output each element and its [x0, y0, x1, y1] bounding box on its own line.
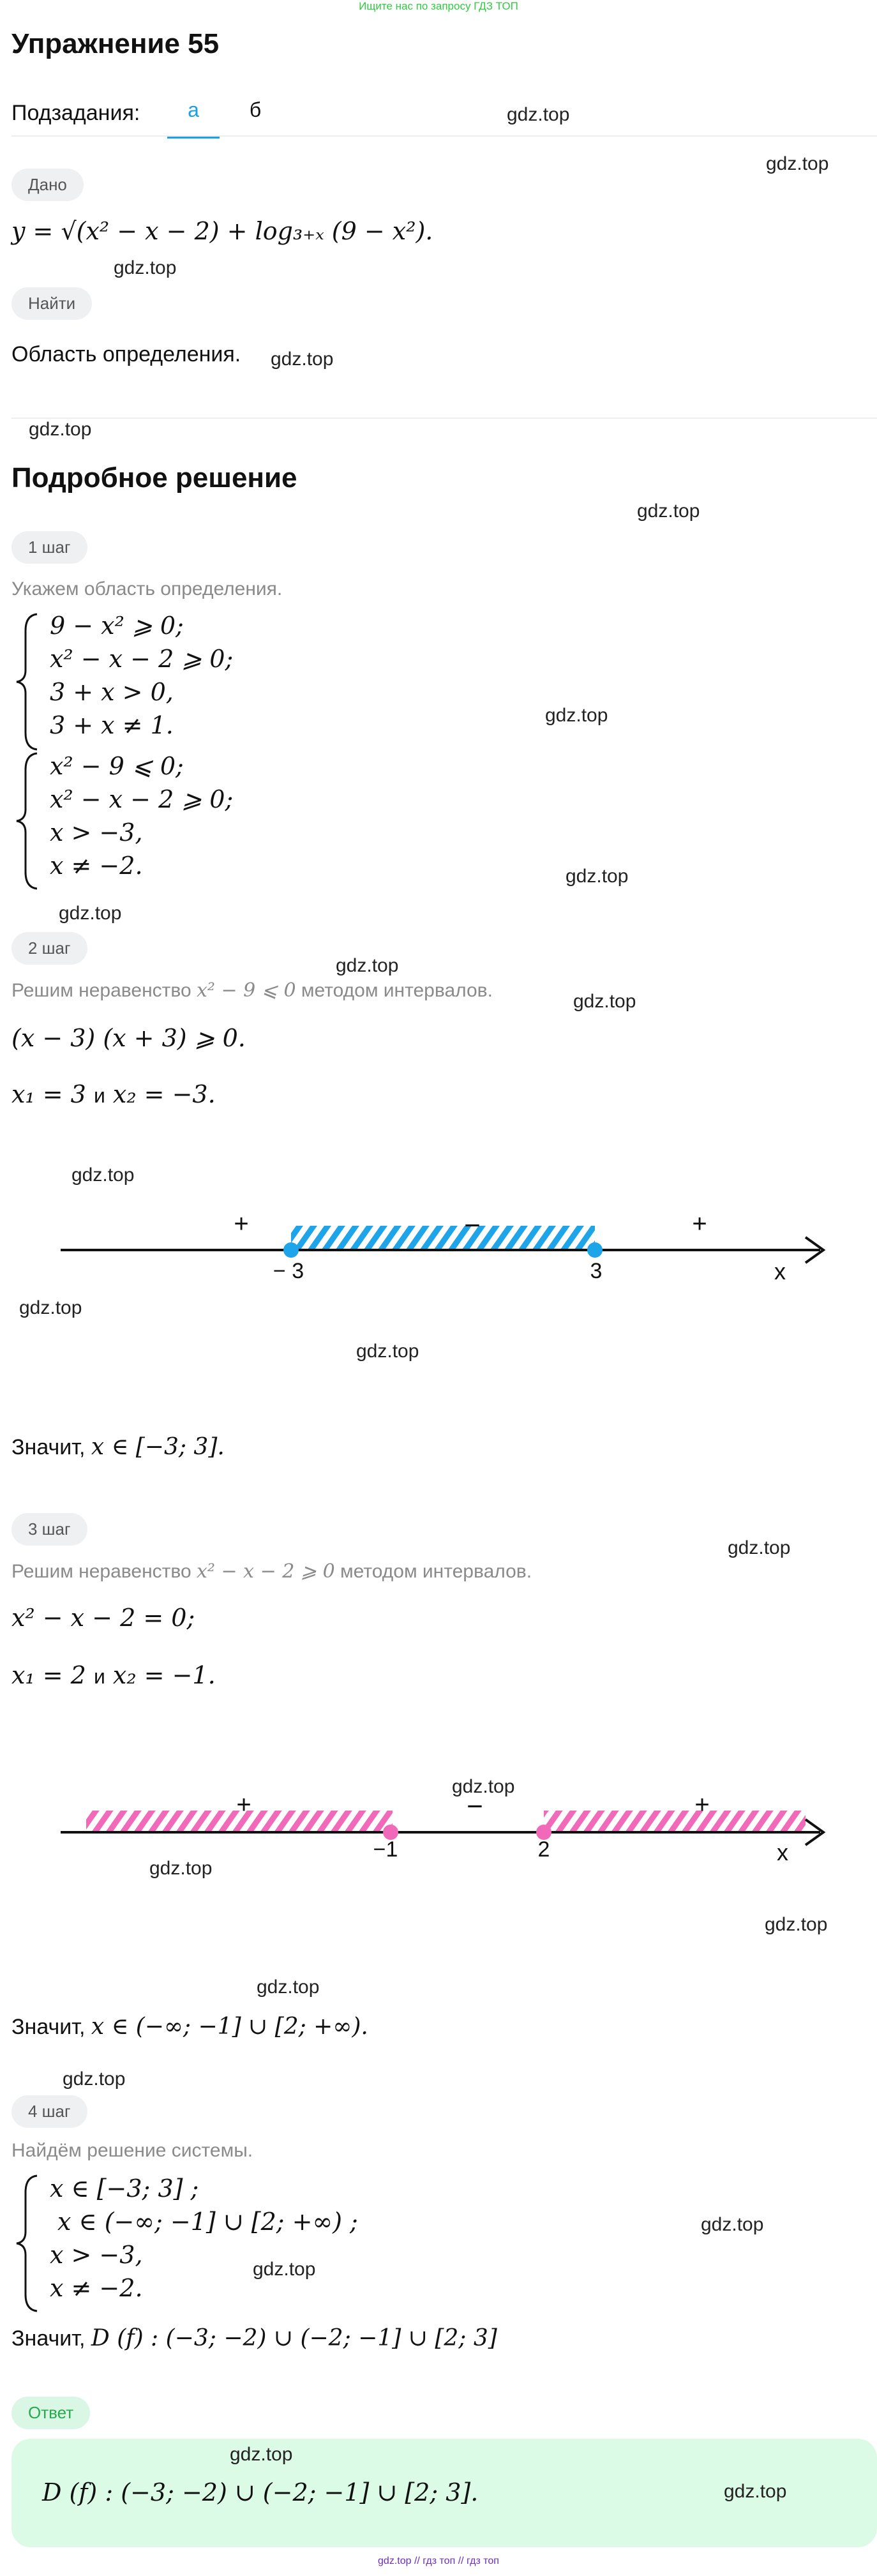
watermark: gdz.top: [253, 2259, 316, 2280]
interval-hatch: [291, 1226, 595, 1250]
step3-roots: x₁ = 2 и x₂ = −1.: [11, 1661, 216, 1689]
footer: gdz.top // гдз топ // гдз топ: [378, 2556, 499, 2566]
watermark: gdz.top: [63, 2068, 126, 2090]
watermark: gdz.top: [257, 1977, 320, 1998]
system4-line: x ∈ [−3; 3] ;: [50, 2174, 199, 2203]
system2-line: x > −3,: [50, 818, 143, 847]
system2-brace: [11, 751, 43, 891]
watermark: gdz.top: [573, 991, 636, 1012]
step2-eq: (x − 3) (x + 3) ⩾ 0.: [11, 1024, 246, 1052]
watermark: gdz.top: [724, 2481, 787, 2502]
point-label-2: 2: [537, 1837, 550, 1862]
solution-heading: Подробное решение: [11, 462, 297, 493]
system1-line: 3 + x ≠ 1.: [50, 711, 174, 739]
page-title: Упражнение 55: [11, 28, 220, 59]
sign-middle: −: [464, 1210, 481, 1241]
step4-intro: Найдём решение системы.: [11, 2140, 253, 2161]
sign-right: +: [692, 1210, 707, 1238]
system4-line: x ≠ −2.: [50, 2274, 143, 2302]
step3-intro: Решим неравенство x² − x − 2 ⩾ 0 методом интервалов.: [11, 1560, 532, 1583]
watermark: gdz.top: [765, 1914, 828, 1935]
sign-left: +: [236, 1791, 251, 1819]
given-badge: Дано: [11, 169, 84, 201]
step2-badge: 2 шаг: [11, 932, 87, 965]
answer-badge: Ответ: [11, 2397, 90, 2429]
system4-line: x ∈ (−∞; −1] ∪ [2; +∞) ;: [57, 2208, 358, 2236]
watermark: gdz.top: [271, 349, 334, 370]
step2-roots: x₁ = 3 и x₂ = −3.: [11, 1080, 216, 1108]
step1-intro: Укажем область определения.: [11, 578, 283, 599]
divider: [11, 135, 877, 137]
watermark: gdz.top: [149, 1858, 213, 1879]
axis-label: x: [777, 1839, 788, 1865]
watermark: gdz.top: [19, 1297, 82, 1318]
tab-b[interactable]: б: [249, 98, 262, 121]
step3-conclusion: Значит, x ∈ (−∞; −1] ∪ [2; +∞).: [11, 2014, 368, 2040]
watermark: gdz.top: [59, 903, 122, 924]
find-text: Область определения.: [11, 342, 241, 366]
watermark: gdz.top: [356, 1341, 419, 1362]
watermark: gdz.top: [114, 257, 177, 278]
tab-a[interactable]: а: [167, 98, 220, 139]
watermark: gdz.top: [566, 866, 629, 887]
system2-line: x ≠ −2.: [50, 852, 143, 880]
point-label-minus-1: −1: [373, 1837, 398, 1862]
step1-badge: 1 шаг: [11, 531, 87, 564]
number-line-2: [0, 1762, 877, 1871]
point-label-minus-3: − 3: [273, 1259, 304, 1283]
watermark: gdz.top: [29, 419, 92, 440]
point-3: [587, 1242, 603, 1258]
watermark: gdz.top: [637, 501, 700, 522]
find-badge: Найти: [11, 287, 92, 320]
system1-line: 3 + x > 0,: [50, 678, 174, 706]
step2-intro: Решим неравенство x² − 9 ⩽ 0 методом интервалов.: [11, 979, 493, 1002]
watermark: gdz.top: [336, 955, 399, 976]
system4-line: x > −3,: [50, 2241, 143, 2269]
subtasks-label: Подзадания:: [11, 101, 140, 125]
given-formula: y = √(x² − x − 2) + log₃₊ₓ (9 − x²).: [11, 217, 433, 245]
axis-label: x: [774, 1258, 786, 1284]
watermark: gdz.top: [230, 2444, 293, 2465]
system1-line: x² − x − 2 ⩾ 0;: [50, 645, 234, 673]
step4-conclusion: Значит, D (f) : (−3; −2) ∪ (−2; −1] ∪ [2; 3]: [11, 2325, 497, 2351]
system2-line: x² − 9 ⩽ 0;: [50, 752, 184, 780]
watermark: gdz.top: [766, 153, 829, 174]
system4-brace: [11, 2173, 43, 2314]
watermark: gdz.top: [71, 1164, 135, 1186]
step2-conclusion: Значит, x ∈ [−3; 3].: [11, 1434, 225, 1460]
watermark: gdz.top: [545, 705, 608, 726]
system1-line: 9 − x² ⩾ 0;: [50, 612, 184, 640]
sign-left: +: [234, 1210, 249, 1238]
top-banner: Ищите нас по запросу ГДЗ ТОП: [359, 0, 518, 12]
system2-line: x² − x − 2 ⩾ 0;: [50, 785, 234, 813]
divider: [11, 418, 877, 419]
step3-badge: 3 шаг: [11, 1513, 87, 1546]
watermark: gdz.top: [701, 2214, 764, 2235]
point-label-3: 3: [590, 1259, 603, 1283]
answer-text: D (f) : (−3; −2) ∪ (−2; −1] ∪ [2; 3].: [42, 2478, 479, 2506]
point-minus-3: [283, 1242, 299, 1258]
number-line-1: [0, 1187, 877, 1296]
watermark: gdz.top: [452, 1776, 515, 1797]
sign-middle: −: [467, 1791, 483, 1822]
sign-right: +: [694, 1791, 710, 1819]
interval-hatch-right: [544, 1811, 806, 1832]
system1-brace: [11, 612, 43, 752]
step3-eq: x² − x − 2 = 0;: [11, 1604, 195, 1632]
step4-badge: 4 шаг: [11, 2095, 87, 2128]
watermark: gdz.top: [507, 104, 570, 125]
watermark: gdz.top: [728, 1537, 791, 1558]
